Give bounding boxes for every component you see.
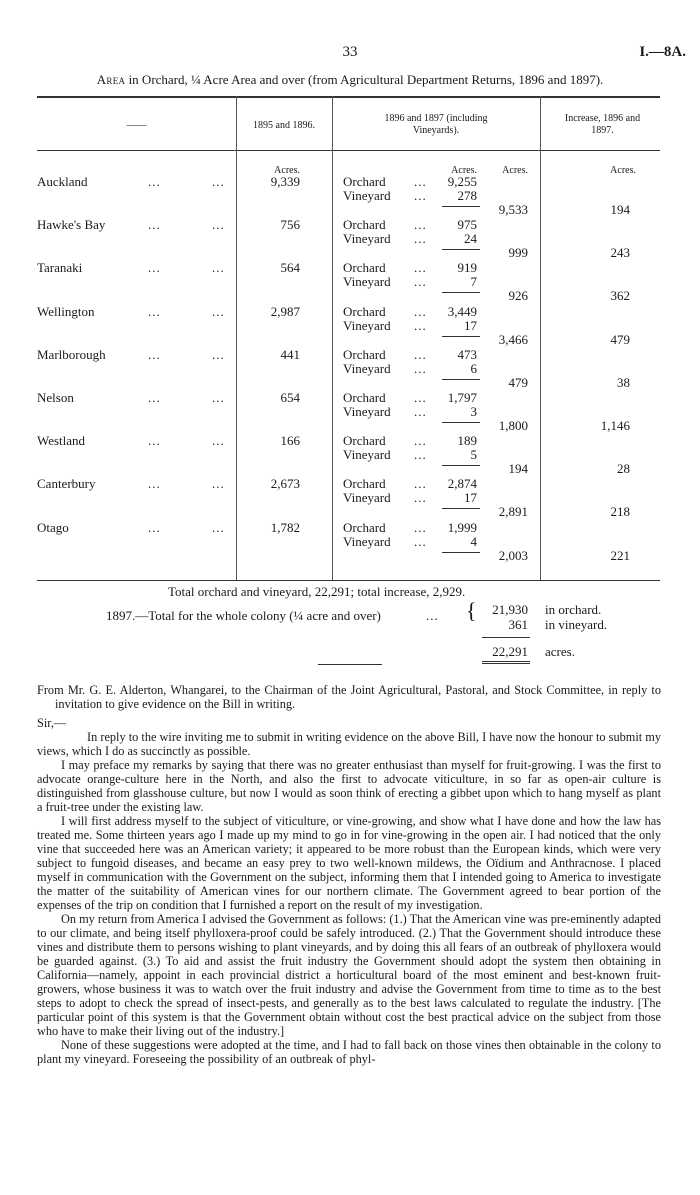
total-acres: 926 <box>508 288 528 303</box>
leader-dots: ... <box>148 217 161 232</box>
increase-acres: 218 <box>610 504 630 519</box>
acres-1895: 1,782 <box>270 520 300 535</box>
orchard-acres: 975 <box>457 217 477 232</box>
subtotal-rule <box>442 249 480 250</box>
district-name: Wellington <box>37 304 95 319</box>
total-acres: 9,533 <box>498 202 528 217</box>
district-name: Nelson <box>37 390 74 405</box>
vineyard-acres: 278 <box>457 188 477 203</box>
unit-orchard: Acres. <box>451 165 477 176</box>
leader-dots: ... <box>148 174 161 189</box>
leader-dots: ... <box>414 447 427 462</box>
totals-line: Total orchard and vineyard, 22,291; total increase, 2,929. <box>168 584 466 599</box>
unit-1895: Acres. <box>274 165 300 176</box>
letter-paragraph: None of these suggestions were adopted at the time, and I had to fall back on those vines then obtainable in the colony to plant my vineyard. Foreseeing the possibility of an outbreak of phyl- <box>37 1038 661 1066</box>
vineyard-acres: 4 <box>470 534 477 549</box>
acres-1895: 166 <box>280 433 300 448</box>
total-acres: 2,003 <box>498 548 528 563</box>
orchard-acres: 1,797 <box>447 390 477 405</box>
vineyard-label: Vineyard <box>343 274 391 289</box>
increase-acres: 362 <box>610 288 630 303</box>
section-divider <box>318 664 382 665</box>
caption-text: in Orchard, ¼ Acre Area and over (from Agricultural Department Returns, 1896 and 1897). <box>128 72 604 87</box>
vineyard-label: Vineyard <box>343 534 391 549</box>
increase-acres: 243 <box>610 245 630 260</box>
vineyard-label: Vineyard <box>343 490 391 505</box>
leader-dots: ... <box>212 260 225 275</box>
district-name: Hawke's Bay <box>37 217 106 232</box>
orchard-acres: 2,874 <box>447 476 477 491</box>
table-bottom-rule <box>37 580 660 581</box>
leader-dots: ... <box>148 433 161 448</box>
increase-acres: 479 <box>610 332 630 347</box>
table-caption <box>0 72 700 88</box>
orchard-label: Orchard <box>343 174 386 189</box>
orchard-total-label: in orchard. <box>545 602 602 617</box>
orchard-label: Orchard <box>343 217 386 232</box>
total-acres: 479 <box>508 375 528 390</box>
total-acres: 1,800 <box>498 418 528 433</box>
unit-increase: Acres. <box>610 165 636 176</box>
page-number: 33 <box>342 44 358 60</box>
leader-dots: ... <box>212 520 225 535</box>
orchard-acres: 9,255 <box>447 174 477 189</box>
district-name: Canterbury <box>37 476 96 491</box>
orchard-acres: 189 <box>457 433 477 448</box>
vineyard-label: Vineyard <box>343 188 391 203</box>
leader-dots: ... <box>414 274 427 289</box>
subtotal-rule <box>442 552 480 553</box>
grand-total-value: 22,291 <box>492 644 528 659</box>
acres-1895: 654 <box>280 390 300 405</box>
vineyard-acres: 3 <box>470 404 477 419</box>
increase-acres: 1,146 <box>600 418 630 433</box>
table-header-rule <box>37 150 660 151</box>
colony-total-leader: ... <box>426 608 439 623</box>
leader-dots: ... <box>414 476 427 491</box>
leader-dots: ... <box>148 347 161 362</box>
leader-dots: ... <box>414 390 427 405</box>
leader-dots: ... <box>414 520 427 535</box>
acres-1895: 2,987 <box>270 304 300 319</box>
subtotal-rule <box>442 206 480 207</box>
district-name: Westland <box>37 433 86 448</box>
orchard-acres: 473 <box>457 347 477 362</box>
vineyard-acres: 17 <box>464 318 477 333</box>
leader-dots: ... <box>148 390 161 405</box>
orchard-acres: 919 <box>457 260 477 275</box>
subtotal-rule <box>442 422 480 423</box>
subtotal-rule <box>442 508 480 509</box>
acres-1895: 2,673 <box>270 476 300 491</box>
total-acres: 3,466 <box>498 332 528 347</box>
increase-acres: 221 <box>610 548 630 563</box>
colony-total-label: 1897.—Total for the whole colony (¼ acre and over) <box>106 608 381 623</box>
letter-paragraph: In reply to the wire inviting me to submit in writing evidence on the above Bill, I have now the honour to submit my views, which I do as succinctly as possible. <box>37 730 661 758</box>
unit-total: Acres. <box>502 165 528 176</box>
caption-lead: Area <box>96 72 126 87</box>
orchard-acres: 3,449 <box>447 304 477 319</box>
leader-dots: ... <box>212 433 225 448</box>
sum-double-rule-1 <box>482 661 530 662</box>
orchard-label: Orchard <box>343 476 386 491</box>
increase-acres: 38 <box>617 375 630 390</box>
increase-acres: 28 <box>617 461 630 476</box>
letter-paragraph: I will first address myself to the subject of viticulture, or vine-growing, and show what I have done and how the law has treated me. Some thirteen years ago I made up my mind to go in for vine-growing in the open air. I had noticed that the only vine that succeeded here was an American variety; it appeared to be more robust than the European kinds, which were very subject to fungoid diseases, and became an easy prey to two well-known mildews, the Oïdium and Anthracnose. I placed myself in communication with the Government on the subject, informing them that I intended going to America to investigate the matter of the suitability of American vines for our northern climate. The Government agreed to bear portion of the expenses of the trip on condition that I furnished a report on the result of my investigation. <box>37 814 661 912</box>
orchard-label: Orchard <box>343 347 386 362</box>
orchard-label: Orchard <box>343 520 386 535</box>
total-acres: 194 <box>508 461 528 476</box>
district-name: Taranaki <box>37 260 83 275</box>
orchard-label: Orchard <box>343 433 386 448</box>
leader-dots: ... <box>212 476 225 491</box>
table-divider-2 <box>332 96 333 580</box>
acres-1895: 441 <box>280 347 300 362</box>
leader-dots: ... <box>414 260 427 275</box>
vineyard-acres: 24 <box>464 231 477 246</box>
sum-rule <box>482 637 530 638</box>
orchard-total-value: 21,930 <box>492 602 528 617</box>
vineyard-label: Vineyard <box>343 318 391 333</box>
acres-1895: 756 <box>280 217 300 232</box>
letter-paragraph: I may preface my remarks by saying that there was no greater enthusiast than myself for fruit-growing. I was the first to advocate orange-culture here in the North, and also the first to advocate viticulture, in so far as open-air culture is distinguished from glasshouse culture, but now I would as soon think of erecting a gibbet upon which to hang myself as plant a fruit-tree under the existing law. <box>37 758 661 814</box>
leader-dots: ... <box>414 231 427 246</box>
orchard-label: Orchard <box>343 390 386 405</box>
acres-1895: 564 <box>280 260 300 275</box>
district-name: Auckland <box>37 174 88 189</box>
orchard-label: Orchard <box>343 304 386 319</box>
leader-dots: ... <box>414 361 427 376</box>
leader-dots: ... <box>212 217 225 232</box>
district-name: Marlborough <box>37 347 106 362</box>
vineyard-total-value: 361 <box>508 617 528 632</box>
leader-dots: ... <box>212 304 225 319</box>
subtotal-rule <box>442 465 480 466</box>
table-top-rule <box>37 96 660 98</box>
vineyard-label: Vineyard <box>343 404 391 419</box>
increase-acres: 194 <box>610 202 630 217</box>
vineyard-acres: 6 <box>470 361 477 376</box>
total-acres: 999 <box>508 245 528 260</box>
header-1897: 1896 and 1897 (including Vineyards). <box>384 113 488 136</box>
leader-dots: ... <box>414 347 427 362</box>
leader-dots: ... <box>212 347 225 362</box>
leader-dots: ... <box>212 174 225 189</box>
salutation: Sir,— <box>37 716 67 730</box>
subtotal-rule <box>442 336 480 337</box>
leader-dots: ... <box>414 490 427 505</box>
letter-heading-text: From Mr. G. E. Alderton, Whangarei, to the Chairman of the Joint Agricultural, Pastoral, and Stock Committee, in reply to invitation to give evidence on the Bill in writing. <box>37 683 661 711</box>
leader-dots: ... <box>414 433 427 448</box>
vineyard-acres: 17 <box>464 490 477 505</box>
header-district: —— <box>126 120 147 131</box>
document-reference: I.—8A. <box>639 44 686 60</box>
vineyard-label: Vineyard <box>343 361 391 376</box>
grand-total-label: acres. <box>545 644 575 659</box>
vineyard-label: Vineyard <box>343 447 391 462</box>
acres-1895: 9,339 <box>270 174 300 189</box>
vineyard-label: Vineyard <box>343 231 391 246</box>
letter-body <box>37 716 661 1066</box>
leader-dots: ... <box>414 188 427 203</box>
total-acres: 2,891 <box>498 504 528 519</box>
leader-dots: ... <box>148 260 161 275</box>
letter-paragraph: On my return from America I advised the Government as follows: (1.) That the American vine was pre-eminently adapted to our climate, and being itself phylloxera-proof could be safely introduced. (2.) That the Government should introduce these vines and distribute them to persons wishing to plant vineyards, and by doing this all fears of an outbreak of phylloxera would be guarded against. (3.) To aid and assist the fruit industry the Government should adopt the system then obtaining in California—namely, appoint in each provincial district a horticultural board of the most eminent and best-known fruit-growers, whose business it was to watch over the fruit industry and advise the Government from time to time as to the best steps to adopt to check the spread of insect-pests, and generally as to the best laws calculated to regulate the industry. [The particular point of this system is that the Government obtain without cost the best practical advice on the subject from those who have to make their living out of the industry.] <box>37 912 661 1038</box>
header-1895: 1895 and 1896. <box>253 120 315 131</box>
leader-dots: ... <box>414 304 427 319</box>
leader-dots: ... <box>212 390 225 405</box>
leader-dots: ... <box>414 534 427 549</box>
sum-double-rule-2 <box>482 663 530 664</box>
orchard-acres: 1,999 <box>447 520 477 535</box>
brace-open: { <box>466 598 477 623</box>
orchard-label: Orchard <box>343 260 386 275</box>
leader-dots: ... <box>148 520 161 535</box>
subtotal-rule <box>442 292 480 293</box>
vineyard-acres: 5 <box>470 447 477 462</box>
leader-dots: ... <box>414 217 427 232</box>
vineyard-total-label: in vineyard. <box>545 617 608 632</box>
leader-dots: ... <box>148 476 161 491</box>
leader-dots: ... <box>148 304 161 319</box>
subtotal-rule <box>442 379 480 380</box>
leader-dots: ... <box>414 404 427 419</box>
vineyard-acres: 7 <box>470 274 477 289</box>
leader-dots: ... <box>414 318 427 333</box>
letter-heading <box>37 683 661 711</box>
header-increase: Increase, 1896 and 1897. <box>564 113 641 136</box>
leader-dots: ... <box>414 174 427 189</box>
district-name: Otago <box>37 520 69 535</box>
